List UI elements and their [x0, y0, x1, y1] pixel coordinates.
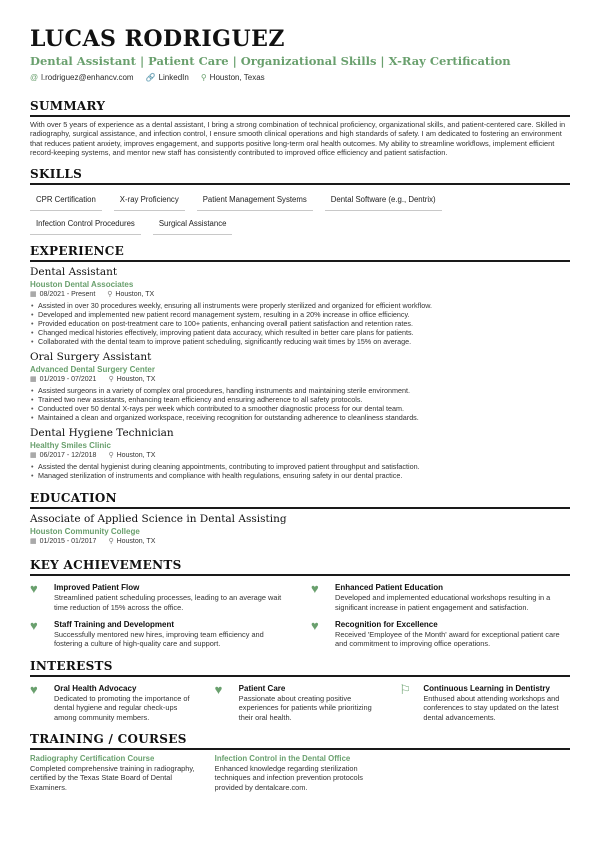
job-entry	[30, 426, 570, 480]
company-name: Healthy Smiles Clinic	[30, 441, 111, 451]
heart-icon: ♥	[311, 581, 319, 597]
company-name: Advanced Dental Surgery Center	[30, 365, 155, 375]
job-title: Oral Surgery Assistant	[30, 351, 152, 364]
education-title: EDUCATION	[30, 491, 570, 509]
heart-icon: ♥	[311, 618, 319, 633]
summary-title: SUMMARY	[30, 99, 570, 117]
training-section	[30, 732, 570, 792]
location-pin-icon: ⚲	[108, 538, 114, 546]
bullet-item: • Developed and implemented new patient record management system, resulting in a 20% increase in office efficiency.	[30, 310, 570, 319]
job-title: Dental Hygiene Technician	[30, 427, 174, 440]
bullet-item: • Conducted over 50 dental X-rays per week which contributed to a smoother diagnostic process for our dental team.	[30, 404, 570, 413]
achievements-grid	[30, 582, 570, 649]
degree: Associate of Applied Science in Dental Assisting	[30, 513, 287, 526]
hand-heart-icon: ♥	[30, 618, 38, 633]
contact-linkedin[interactable]: 🔗 LinkedIn	[146, 71, 189, 85]
education-location: Houston, TX	[116, 538, 156, 546]
job-meta	[30, 451, 570, 461]
interest-item: ♥ Oral Health Advocacy Dedicated to promoting the importance of dental hygiene and regular check-ups among community members.	[30, 681, 190, 722]
calendar-icon: ▦	[30, 291, 37, 299]
job-title: Dental Assistant	[30, 266, 118, 279]
achievement-item: ♥ Recognition for Excellence Received 'Employee of the Month' award for exceptional patient care and commitment to improving office operations.	[311, 618, 560, 649]
interests-title: INTERESTS	[30, 659, 570, 677]
heart-icon: ♥	[30, 681, 38, 697]
location-pin-icon: ⚲	[200, 73, 207, 82]
achievements-section	[30, 558, 570, 649]
location-pin-icon: ⚲	[108, 452, 114, 460]
bullet-item: • Collaborated with the dental team to improve patient scheduling, significantly reducing wait times by 15% on average.	[30, 337, 570, 346]
bullet-item: • Trained two new assistants, enhancing team efficiency and ensuring adherence to all safety protocols.	[30, 395, 570, 404]
skill-item: Dental Software (e.g., Dentrix)	[325, 191, 442, 211]
bullet-item: • Assisted in over 30 procedures weekly, ensuring all instruments were properly sterilized and organized for efficient workflow.	[30, 301, 570, 310]
education-dates: 01/2015 - 01/2017	[39, 538, 97, 546]
training-item: Radiography Certification Course Completed comprehensive training in radiography, certified by the Texas State Board of Dental Examiners.	[30, 754, 195, 792]
bullet-item: • Assisted the dental hygienist during cleaning appointments, contributing to improved patient throughput and satisfaction.	[30, 462, 570, 471]
skill-item: Patient Management Systems	[197, 191, 313, 211]
bullet-item: • Assisted surgeons in a variety of complex oral procedures, handling instruments and maintaining sterile environment.	[30, 386, 570, 395]
headline: Dental Assistant | Patient Care | Organizational Skills | X-Ray Certification	[30, 54, 511, 68]
job-location: Houston, TX	[115, 291, 155, 299]
company-name: Houston Dental Associates	[30, 280, 134, 290]
school-name: Houston Community College	[30, 527, 140, 537]
achievements-title: KEY ACHIEVEMENTS	[30, 558, 570, 576]
training-item: Infection Control in the Dental Office Enhanced knowledge regarding sterilization techniques and infection prevention protocols provided by dentalcare.com.	[214, 754, 363, 792]
location-pin-icon: ⚲	[107, 291, 113, 299]
summary-text: With over 5 years of experience as a dental assistant, I bring a strong combination of technical proficiency, organizational skills, and patient-centered care. Skilled in radiography, surgical assistance, and infection control, I ensure smooth clinical operations and high standards of safety. I am dedicated to fostering an environment that reduces patient anxiety, improves engagement, and supports positive long-term oral health outcomes. My ability to streamline workflows, implement efficient record-keeping systems, and mentor new staff has consistently contributed to improved office efficiency and patient satisfaction.	[30, 120, 566, 157]
resume-page	[30, 26, 570, 792]
calendar-icon: ▦	[30, 452, 37, 460]
job-location: Houston, TX	[116, 376, 156, 384]
achievement-item: ♥ Improved Patient Flow Streamlined patient scheduling processes, leading to an average wait time reduction of 15% across the office.	[30, 581, 282, 612]
bullet-item: • Changed medical histories effectively, improving patient data accuracy, which resulted in better care plans for patients.	[30, 328, 570, 337]
training-title: TRAINING / COURSES	[30, 732, 570, 750]
calendar-icon: ▦	[30, 376, 37, 384]
contact-row	[30, 71, 570, 85]
job-dates: 01/2019 - 07/2021	[39, 376, 97, 384]
skill-item: CPR Certification	[30, 191, 102, 211]
interests-section	[30, 659, 570, 722]
education-meta	[30, 537, 570, 547]
flag-icon: ⚐	[399, 681, 411, 697]
job-location: Houston, TX	[116, 452, 156, 460]
experience-section	[30, 244, 570, 480]
at-icon: @	[30, 73, 39, 82]
summary-section	[30, 99, 570, 157]
job-dates: 08/2021 - Present	[39, 291, 96, 299]
achievement-item: ♥ Staff Training and Development Successfully mentored new hires, improving team efficiency and fostering a culture of high-quality care and support.	[30, 618, 264, 649]
training-grid	[30, 753, 570, 792]
job-entry	[30, 265, 570, 346]
job-meta	[30, 290, 570, 300]
job-entry	[30, 350, 570, 422]
location-pin-icon: ⚲	[108, 376, 114, 384]
education-section	[30, 491, 570, 547]
contact-location: ⚲ Houston, Texas	[201, 71, 265, 85]
interest-item: ♥ Patient Care Passionate about creating positive experiences for patients while prioritizing their oral health.	[214, 681, 372, 722]
calendar-icon: ▦	[30, 538, 37, 546]
job-bullets	[30, 301, 570, 346]
hand-heart-icon: ♥	[30, 581, 38, 597]
contact-email[interactable]: @ l.rodriguez@enhancv.com	[30, 71, 134, 85]
hand-heart-icon: ♥	[214, 681, 223, 697]
job-bullets	[30, 386, 570, 422]
skill-item: Infection Control Procedures	[30, 215, 141, 235]
bullet-item: • Maintained a clean and organized workspace, receiving recognition for outstanding adherence to cleanliness standards.	[30, 413, 570, 422]
skills-section	[30, 167, 570, 235]
job-dates: 06/2017 - 12/2018	[39, 452, 97, 460]
job-meta	[30, 375, 570, 385]
bullet-item: • Provided education on post-treatment care to 100+ patients, enhancing overall patient satisfaction and retention rates.	[30, 319, 570, 328]
experience-title: EXPERIENCE	[30, 244, 570, 262]
skills-list	[30, 191, 470, 235]
job-bullets	[30, 462, 570, 480]
interests-grid	[30, 683, 570, 722]
achievement-item: ♥ Enhanced Patient Education Developed and implemented educational workshops resulting in a significant increase in patient engagement and satisfaction.	[311, 581, 551, 612]
interest-item: ⚐ Continuous Learning in Dentistry Enthused about attending workshops and conferences to stay updated on the latest dental advancements.	[399, 681, 560, 722]
skill-item: X-ray Proficiency	[114, 191, 185, 211]
skill-item: Surgical Assistance	[153, 215, 233, 235]
skills-title: SKILLS	[30, 167, 570, 185]
bullet-item: • Managed sterilization of instruments and compliance with health regulations, ensuring safety in our dental practice.	[30, 471, 570, 480]
link-icon: 🔗	[145, 73, 156, 82]
candidate-name: LUCAS RODRIGUEZ	[30, 26, 285, 52]
